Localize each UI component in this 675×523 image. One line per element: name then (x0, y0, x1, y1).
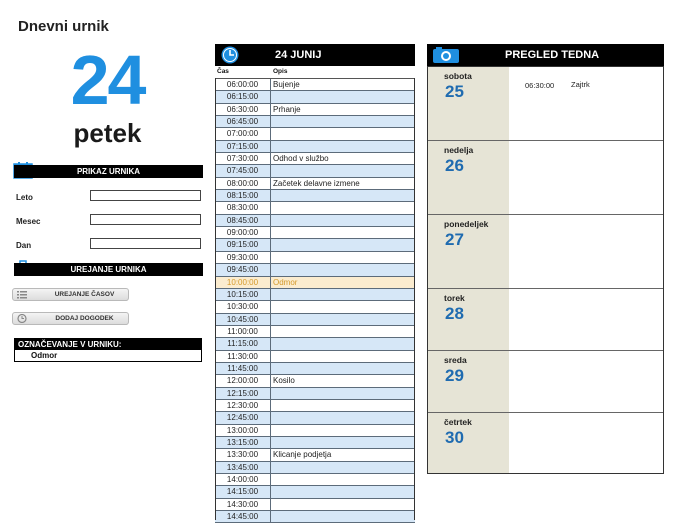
timetable-row-description[interactable]: Klicanje podjetja (273, 450, 332, 460)
week-day-number: 25 (445, 82, 464, 101)
timetable-row[interactable] (215, 91, 415, 103)
week-event-description: Zajtrk (571, 80, 590, 89)
timetable-row[interactable] (215, 388, 415, 400)
timetable-row[interactable] (215, 511, 415, 523)
timetable-row-time: 11:30:00 (215, 351, 271, 362)
timetable-row[interactable] (215, 289, 415, 301)
timetable-row[interactable] (215, 202, 415, 214)
timetable-row[interactable] (215, 264, 415, 276)
timetable-row[interactable] (215, 277, 415, 289)
selected-day-name: petek (73, 118, 142, 148)
edit-section-header: UREJANJE URNIKA (14, 263, 203, 276)
timetable-row-time: 09:00:00 (215, 227, 271, 238)
timetable-column-headers (215, 66, 415, 79)
week-day-block[interactable] (428, 413, 663, 473)
timetable-row-time: 06:30:00 (215, 104, 271, 115)
timetable-row-time: 12:00:00 (215, 375, 271, 386)
week-day-number: 30 (445, 428, 464, 447)
week-day-column (428, 351, 509, 412)
week-overview-header (427, 44, 664, 66)
month-label: Mesec (16, 217, 41, 226)
timetable-row[interactable] (215, 412, 415, 424)
timetable-row-time: 14:45:00 (215, 511, 271, 522)
timetable-row[interactable] (215, 215, 415, 227)
clock-icon (219, 45, 241, 65)
timetable-row-time: 08:45:00 (215, 215, 271, 226)
timetable-row[interactable] (215, 165, 415, 177)
week-day-number: 26 (445, 156, 464, 175)
week-day-name: sobota (444, 71, 472, 81)
week-day-block[interactable] (428, 351, 663, 413)
timetable-row[interactable] (215, 375, 415, 387)
timetable-row[interactable] (215, 153, 415, 165)
timetable-row-time: 12:15:00 (215, 388, 271, 399)
display-section-header: PRIKAZ URNIKA (14, 165, 203, 178)
timetable-row[interactable] (215, 499, 415, 511)
camera-icon (432, 46, 460, 64)
timetable-row[interactable] (215, 190, 415, 202)
timetable-row[interactable] (215, 104, 415, 116)
schedule-marking-header: OZNAČEVANJE V URNIKU: (15, 339, 201, 350)
week-day-column (428, 289, 509, 350)
week-day-block[interactable] (428, 289, 663, 351)
timetable-row-time: 07:00:00 (215, 128, 271, 139)
week-event-time: 06:30:00 (525, 81, 555, 90)
timetable-row-time: 06:15:00 (215, 91, 271, 102)
day-label: Dan (16, 241, 32, 250)
timetable-rows (215, 79, 415, 523)
timetable-row[interactable] (215, 437, 415, 449)
timetable-row[interactable] (215, 79, 415, 91)
week-day-name: četrtek (444, 417, 472, 427)
edit-times-label: UREJANJE ČASOV (54, 291, 115, 298)
timetable-row-time: 12:30:00 (215, 400, 271, 411)
timetable-row-description[interactable]: Prhanje (273, 104, 301, 114)
timetable-row-time: 10:45:00 (215, 314, 271, 325)
timetable-row-description[interactable]: Odhod v službo (273, 154, 329, 164)
timetable-row-time: 09:45:00 (215, 264, 271, 275)
week-overview (427, 44, 664, 474)
time-column-header: Čas (217, 68, 229, 75)
timetable-row-description[interactable]: Bujenje (273, 80, 300, 89)
week-day-number: 29 (445, 366, 464, 385)
week-day-name: sreda (444, 355, 467, 365)
week-day-number: 28 (445, 304, 464, 323)
week-day-number: 27 (445, 230, 464, 249)
timetable-row-time: 09:15:00 (215, 239, 271, 250)
timetable-row-time: 13:15:00 (215, 437, 271, 448)
year-label: Leto (16, 193, 33, 202)
week-day-block[interactable] (428, 141, 663, 215)
timetable-row-time: 08:15:00 (215, 190, 271, 201)
schedule-marking-box (14, 338, 202, 362)
timetable-row-time: 13:45:00 (215, 462, 271, 473)
timetable-row[interactable] (215, 178, 415, 190)
add-event-button[interactable] (12, 312, 129, 325)
timetable-row[interactable] (215, 326, 415, 338)
timetable-row[interactable] (215, 449, 415, 461)
week-day-name: torek (444, 293, 465, 303)
timetable-row[interactable] (215, 239, 415, 251)
timetable-row[interactable] (215, 301, 415, 313)
timetable-row[interactable] (215, 474, 415, 486)
timetable-row-time: 07:30:00 (215, 153, 271, 164)
timetable-row-time: 07:15:00 (215, 141, 271, 152)
day-input[interactable] (90, 238, 201, 249)
description-column-header: Opis (273, 68, 288, 75)
timetable-row-time: 10:00:00 (215, 277, 271, 288)
timetable-row-time: 06:45:00 (215, 116, 271, 127)
week-day-block[interactable] (428, 215, 663, 289)
timetable-row-time: 11:45:00 (215, 363, 271, 374)
timetable-row[interactable] (215, 425, 415, 437)
timetable-row[interactable] (215, 128, 415, 140)
timetable-row[interactable] (215, 363, 415, 375)
week-day-name: nedelja (444, 145, 474, 155)
timetable-row-time: 08:00:00 (215, 178, 271, 189)
timetable-row-time: 14:00:00 (215, 474, 271, 485)
list-icon (17, 290, 27, 299)
timetable-row[interactable] (215, 116, 415, 128)
clock-icon (17, 314, 27, 323)
week-days (427, 66, 664, 474)
selected-day-number: 24 (70, 41, 145, 119)
timetable-row[interactable] (215, 314, 415, 326)
timetable-row[interactable] (215, 462, 415, 474)
timetable-row[interactable] (215, 338, 415, 350)
timetable-row[interactable] (215, 351, 415, 363)
timetable-row-time: 14:30:00 (215, 499, 271, 510)
week-day-block[interactable] (428, 67, 663, 141)
timetable-row-time: 11:00:00 (215, 326, 271, 337)
timetable-row[interactable] (215, 400, 415, 412)
timetable-row-time: 10:30:00 (215, 301, 271, 312)
app-title: Dnevni urnik (18, 18, 109, 35)
timetable-row-time: 07:45:00 (215, 165, 271, 176)
timetable-row-description[interactable]: Kosilo (273, 376, 295, 386)
schedule-marking-item[interactable]: Odmor (31, 351, 58, 360)
timetable-row-time: 13:00:00 (215, 425, 271, 436)
timetable-row-time: 08:30:00 (215, 202, 271, 213)
timetable-header (215, 44, 415, 66)
timetable-row-time: 12:45:00 (215, 412, 271, 423)
week-day-name: ponedeljek (444, 219, 489, 229)
timetable-row-time: 11:15:00 (215, 338, 271, 349)
timetable-row-time: 06:00:00 (215, 79, 271, 90)
edit-times-button[interactable] (12, 288, 129, 301)
daily-timetable (215, 44, 415, 520)
timetable-row-description[interactable]: Odmor (273, 277, 298, 287)
timetable-row-time: 10:15:00 (215, 289, 271, 300)
month-input[interactable] (90, 214, 201, 225)
timetable-row[interactable] (215, 227, 415, 239)
timetable-row-time: 14:15:00 (215, 486, 271, 497)
timetable-row-description[interactable]: Začetek delavne izmene (273, 178, 360, 188)
timetable-row[interactable] (215, 486, 415, 498)
timetable-date: 24 JUNIJ (275, 49, 322, 61)
year-input[interactable] (90, 190, 201, 201)
week-overview-title: PREGLED TEDNA (505, 49, 600, 61)
timetable-row[interactable] (215, 252, 415, 264)
timetable-row-time: 13:30:00 (215, 449, 271, 460)
add-event-label: DODAJ DOGODEK (55, 315, 114, 322)
timetable-row[interactable] (215, 141, 415, 153)
timetable-row-time: 09:30:00 (215, 252, 271, 263)
